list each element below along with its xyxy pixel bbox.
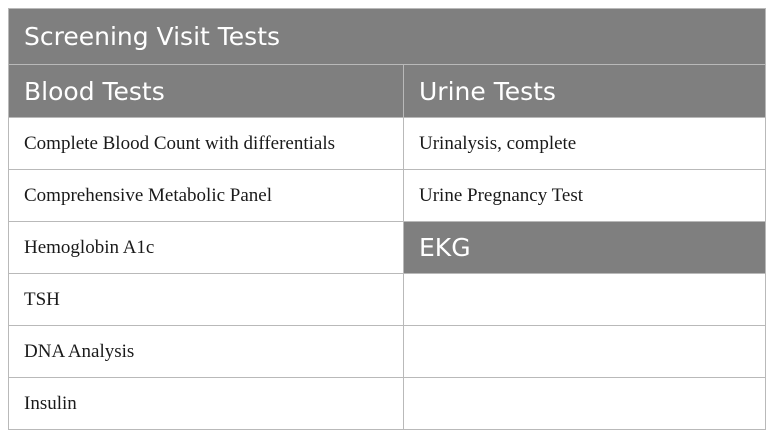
screening-visit-tests-table [8,8,766,430]
column-header-blood-tests: Blood Tests [9,65,404,118]
blood-test-cell: Comprehensive Metabolic Panel [9,170,404,222]
empty-cell [404,274,766,326]
blood-test-cell: Complete Blood Count with differentials [9,118,404,170]
title-row [9,9,766,65]
table-row [9,170,766,222]
blood-test-cell: Hemoglobin A1c [9,222,404,274]
column-header-urine-tests: Urine Tests [404,65,766,118]
urine-test-cell: Urine Pregnancy Test [404,170,766,222]
empty-cell [404,378,766,430]
table-row [9,378,766,430]
blood-test-cell: Insulin [9,378,404,430]
column-header-row [9,65,766,118]
table-title: Screening Visit Tests [9,9,766,65]
blood-test-cell: TSH [9,274,404,326]
table-row [9,118,766,170]
ekg-header-cell: EKG [404,222,766,274]
table-row [9,326,766,378]
empty-cell [404,326,766,378]
urine-test-cell: Urinalysis, complete [404,118,766,170]
table-row [9,274,766,326]
blood-test-cell: DNA Analysis [9,326,404,378]
table-row [9,222,766,274]
